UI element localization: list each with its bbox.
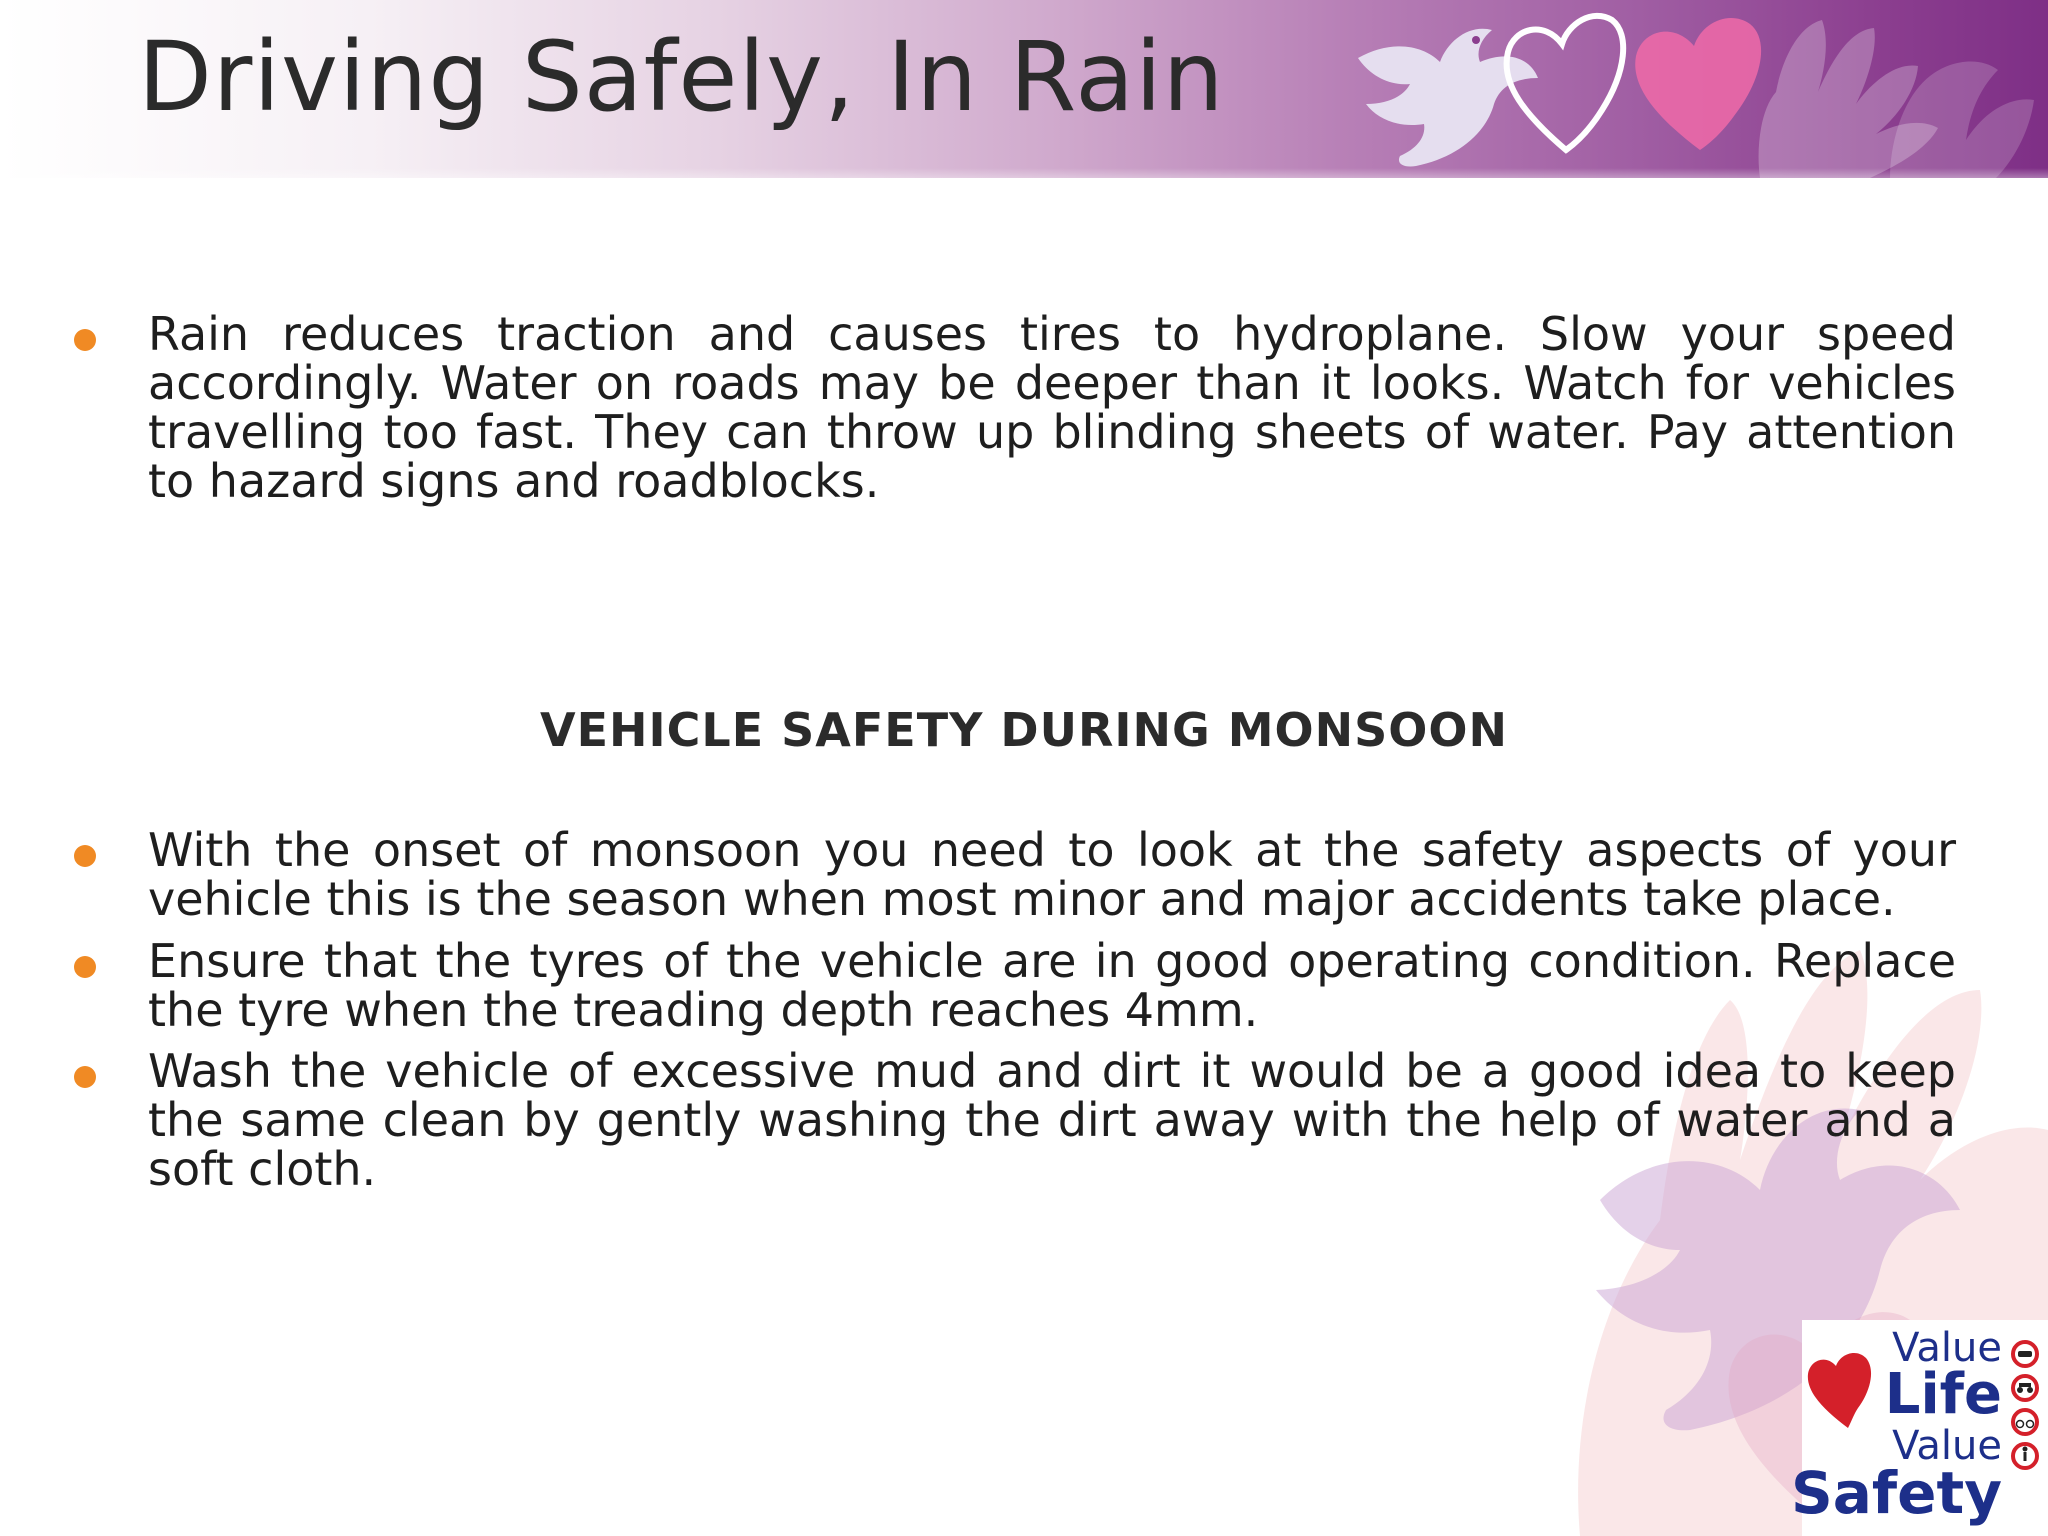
- header-band: [0, 0, 2048, 178]
- traffic-prohibition-signs-icon: [2008, 1334, 2042, 1514]
- bullet-monsoon-onset: With the onset of monsoon you need to look at the safety aspects of your vehicle this is the season when most minor and major accidents take place.: [148, 823, 1956, 926]
- bullet-wash-vehicle: Wash the vehicle of excessive mud and dirt it would be a good idea to keep the same clean by gently washing the dirt away with the help of water and a soft cloth.: [148, 1044, 1956, 1196]
- bullet-rain-traction: Rain reduces traction and causes tires to hydroplane. Slow your speed accordingly. Water on roads may be deeper than it looks. Watch for vehicles travelling too fast. They can throw up blinding sheets of water. Pay attention to hazard signs and roadblocks.: [148, 307, 1956, 508]
- logo-line-2: Life: [1884, 1362, 2002, 1427]
- dove-heart-hand-icon: [1330, 0, 2048, 178]
- bullet-dot: [74, 956, 96, 978]
- bullet-dot: [74, 329, 96, 351]
- logo-line-3: Value: [1892, 1423, 2002, 1469]
- heart-icon: [1804, 1350, 1874, 1430]
- logo-line-1: Value: [1892, 1325, 2002, 1371]
- value-life-value-safety-logo: [1790, 1320, 2048, 1536]
- bullet-dot: [74, 845, 96, 867]
- slide-title: Driving Safely, In Rain: [138, 21, 1225, 133]
- bullet-dot: [74, 1066, 96, 1088]
- section-heading: VEHICLE SAFETY DURING MONSOON: [540, 703, 1508, 757]
- logo-line-4: Safety: [1790, 1459, 2002, 1527]
- bullet-tyres: Ensure that the tyres of the vehicle are in good operating condition. Replace the tyre when the treading depth reaches 4mm.: [148, 934, 1956, 1037]
